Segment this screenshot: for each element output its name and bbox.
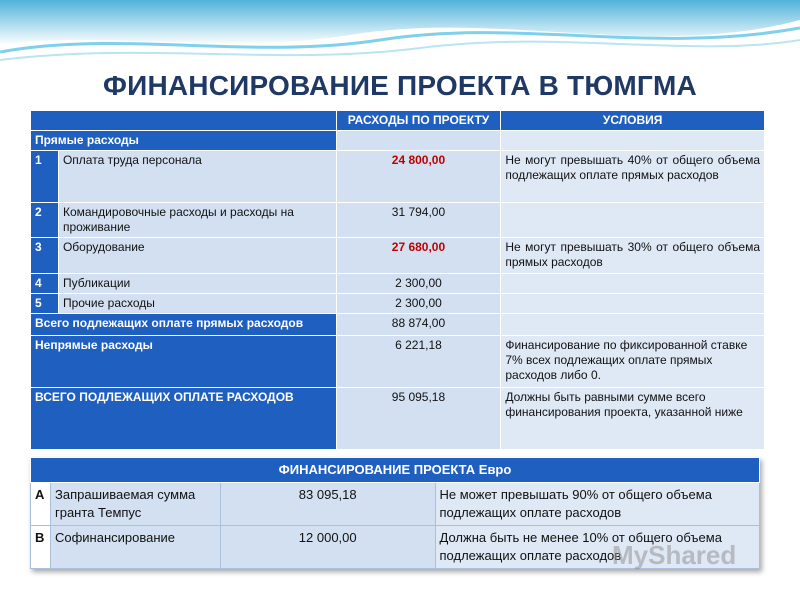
funding-header-row	[31, 458, 760, 483]
grand-total-condition: Должны быть равными сумме всего финансирования проекта, указанной ниже	[501, 388, 765, 450]
grand-total-amount: 95 095,18	[336, 388, 501, 450]
funding-header: ФИНАНСИРОВАНИЕ ПРОЕКТА Евро	[31, 458, 760, 483]
indirect-label: Непрямые расходы	[31, 336, 337, 388]
decorative-waves	[0, 0, 800, 70]
row-amount: 2 300,00	[336, 274, 501, 294]
row-condition: Не может превышать 90% от общего объема подлежащих оплате расходов	[435, 483, 759, 526]
row-amount: 12 000,00	[220, 526, 435, 569]
page-title: ФИНАНСИРОВАНИЕ ПРОЕКТА В ТЮМГМА	[103, 70, 697, 101]
header-costs: РАСХОДЫ ПО ПРОЕКТУ	[336, 111, 501, 131]
total-direct-row	[31, 314, 765, 336]
row-name: Запрашиваемая сумма гранта Темпус	[50, 483, 220, 526]
direct-section-label: Прямые расходы	[31, 131, 337, 151]
total-direct-amount: 88 874,00	[336, 314, 501, 336]
row-amount: 2 300,00	[336, 294, 501, 314]
grand-total-label: ВСЕГО ПОДЛЕЖАЩИХ ОПЛАТЕ РАСХОДОВ	[31, 388, 337, 450]
indirect-condition: Финансирование по фиксированной ставке 7% всех подлежащих оплате прямых расходов либо 0.	[501, 336, 765, 388]
indirect-row	[31, 336, 765, 388]
row-condition: Не могут превышать 40% от общего объема подлежащих оплате прямых расходов	[501, 151, 765, 203]
row-letter: A	[31, 483, 51, 526]
row-condition: Не могут превышать 30% от общего объема прямых расходов	[501, 238, 765, 274]
row-name: Прочие расходы	[58, 294, 336, 314]
row-condition	[501, 294, 765, 314]
row-amount: 24 800,00	[336, 151, 501, 203]
row-number: 3	[31, 238, 59, 274]
row-condition	[501, 274, 765, 294]
row-number: 4	[31, 274, 59, 294]
row-name: Публикации	[58, 274, 336, 294]
table-row	[31, 203, 765, 238]
table-row	[31, 294, 765, 314]
table-row	[31, 274, 765, 294]
row-letter: B	[31, 526, 51, 569]
direct-section-row	[31, 131, 765, 151]
row-name: Командировочные расходы и расходы на проживание	[58, 203, 336, 238]
row-amount: 83 095,18	[220, 483, 435, 526]
row-number: 5	[31, 294, 59, 314]
row-name: Оплата труда персонала	[58, 151, 336, 203]
indirect-amount: 6 221,18	[336, 336, 501, 388]
grand-total-row	[31, 388, 765, 450]
row-condition: Должна быть не менее 10% от общего объема подлежащих оплате расходов	[435, 526, 759, 569]
table-row	[31, 483, 760, 526]
table-header-row	[31, 111, 765, 131]
row-number: 1	[31, 151, 59, 203]
total-direct-label: Всего подлежащих оплате прямых расходов	[31, 314, 337, 336]
row-name: Софинансирование	[50, 526, 220, 569]
row-amount: 27 680,00	[336, 238, 501, 274]
row-name: Оборудование	[58, 238, 336, 274]
table-row	[31, 238, 765, 274]
row-condition	[501, 203, 765, 238]
watermark: MyShared	[612, 540, 737, 570]
row-amount: 31 794,00	[336, 203, 501, 238]
header-empty-cell	[31, 111, 337, 131]
expenses-table	[30, 110, 765, 450]
header-conditions: УСЛОВИЯ	[501, 111, 765, 131]
row-number: 2	[31, 203, 59, 238]
table-row	[31, 151, 765, 203]
